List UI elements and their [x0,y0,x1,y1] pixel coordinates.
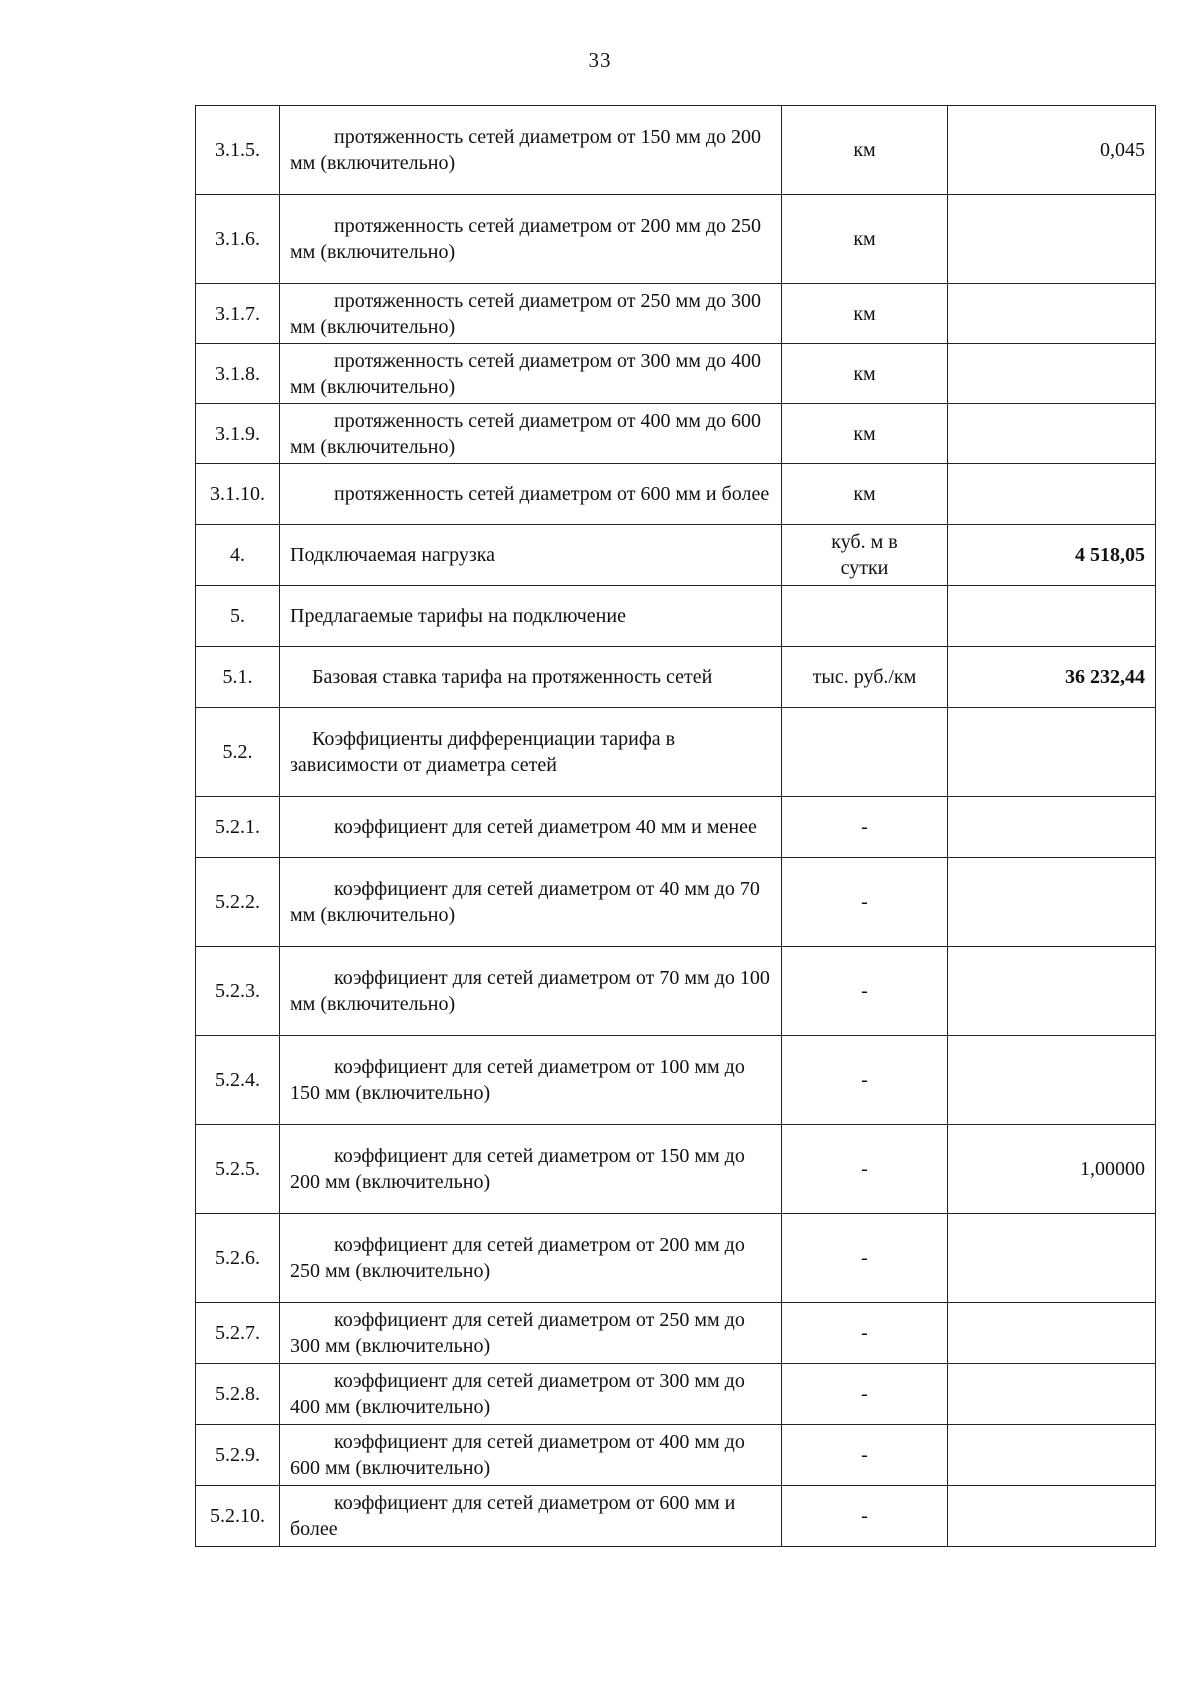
row-description: Коэффициенты дифференциации тарифа в зависимости от диаметра сетей [280,708,782,797]
table-row [196,1486,1156,1547]
row-number: 5.2.4. [196,1036,280,1125]
row-value: 36 232,44 [948,647,1156,708]
row-unit: - [782,1303,948,1364]
row-number: 3.1.5. [196,106,280,195]
row-number: 5.2.6. [196,1214,280,1303]
row-unit: - [782,1425,948,1486]
row-number: 3.1.9. [196,404,280,464]
row-number: 5.2.7. [196,1303,280,1364]
row-number: 5.2. [196,708,280,797]
row-value [948,1425,1156,1486]
row-number: 5.2.8. [196,1364,280,1425]
row-description: коэффициент для сетей диаметром 40 мм и менее [280,797,782,858]
row-number: 5.2.3. [196,947,280,1036]
row-number: 5.2.2. [196,858,280,947]
row-unit: км [782,195,948,284]
row-unit: - [782,797,948,858]
table-row [196,106,1156,195]
table-row [196,858,1156,947]
table-row [196,195,1156,284]
row-value [948,284,1156,344]
row-description: протяженность сетей диаметром от 600 мм и более [280,464,782,525]
row-unit: км [782,284,948,344]
row-value [948,344,1156,404]
row-unit: - [782,1364,948,1425]
row-value [948,195,1156,284]
row-value [948,947,1156,1036]
table-row [196,947,1156,1036]
row-number: 3.1.10. [196,464,280,525]
row-description: коэффициент для сетей диаметром от 600 мм и более [280,1486,782,1547]
page-number: 33 [588,48,612,72]
row-value [948,797,1156,858]
row-description: коэффициент для сетей диаметром от 70 мм до 100 мм (включительно) [280,947,782,1036]
row-value [948,1036,1156,1125]
table-row [196,1214,1156,1303]
table-row [196,1364,1156,1425]
row-description: коэффициент для сетей диаметром от 250 мм до 300 мм (включительно) [280,1303,782,1364]
row-description: протяженность сетей диаметром от 300 мм до 400 мм (включительно) [280,344,782,404]
tariff-table [195,105,1156,1547]
row-description: коэффициент для сетей диаметром от 300 мм до 400 мм (включительно) [280,1364,782,1425]
row-number: 4. [196,525,280,586]
table-row [196,404,1156,464]
row-number: 3.1.7. [196,284,280,344]
row-unit: км [782,404,948,464]
row-description: коэффициент для сетей диаметром от 400 мм до 600 мм (включительно) [280,1425,782,1486]
row-description: коэффициент для сетей диаметром от 150 мм до 200 мм (включительно) [280,1125,782,1214]
row-value: 0,045 [948,106,1156,195]
row-description: коэффициент для сетей диаметром от 100 мм до 150 мм (включительно) [280,1036,782,1125]
row-number: 5.2.5. [196,1125,280,1214]
row-value [948,1303,1156,1364]
row-unit: - [782,1036,948,1125]
row-unit: - [782,1125,948,1214]
row-value [948,1214,1156,1303]
row-description: Подключаемая нагрузка [280,525,782,586]
row-unit: - [782,1486,948,1547]
table-row [196,647,1156,708]
row-number: 5. [196,586,280,647]
row-unit: тыс. руб./км [782,647,948,708]
table-row [196,525,1156,586]
row-value [948,404,1156,464]
table-row [196,344,1156,404]
row-description: протяженность сетей диаметром от 400 мм до 600 мм (включительно) [280,404,782,464]
table-row [196,586,1156,647]
table-row [196,797,1156,858]
row-number: 5.1. [196,647,280,708]
row-description: Предлагаемые тарифы на подключение [280,586,782,647]
row-unit: - [782,947,948,1036]
row-value: 1,00000 [948,1125,1156,1214]
row-unit: - [782,1214,948,1303]
row-value [948,1364,1156,1425]
row-unit: куб. м в сутки [782,525,948,586]
row-value [948,708,1156,797]
row-description: протяженность сетей диаметром от 200 мм до 250 мм (включительно) [280,195,782,284]
row-number: 3.1.6. [196,195,280,284]
table-row [196,464,1156,525]
table-row [196,1425,1156,1486]
row-unit: - [782,858,948,947]
row-unit: км [782,106,948,195]
row-value [948,586,1156,647]
row-number: 5.2.9. [196,1425,280,1486]
table-row [196,284,1156,344]
row-description: коэффициент для сетей диаметром от 200 мм до 250 мм (включительно) [280,1214,782,1303]
row-value: 4 518,05 [948,525,1156,586]
row-description: протяженность сетей диаметром от 250 мм до 300 мм (включительно) [280,284,782,344]
table-row [196,1125,1156,1214]
table-row [196,708,1156,797]
row-unit: км [782,464,948,525]
row-description: протяженность сетей диаметром от 150 мм до 200 мм (включительно) [280,106,782,195]
row-number: 5.2.10. [196,1486,280,1547]
row-unit [782,586,948,647]
row-description: коэффициент для сетей диаметром от 40 мм до 70 мм (включительно) [280,858,782,947]
row-value [948,858,1156,947]
row-unit: км [782,344,948,404]
table-row [196,1303,1156,1364]
row-value [948,464,1156,525]
row-description: Базовая ставка тарифа на протяженность сетей [280,647,782,708]
table-row [196,1036,1156,1125]
row-value [948,1486,1156,1547]
row-number: 5.2.1. [196,797,280,858]
row-unit [782,708,948,797]
row-number: 3.1.8. [196,344,280,404]
